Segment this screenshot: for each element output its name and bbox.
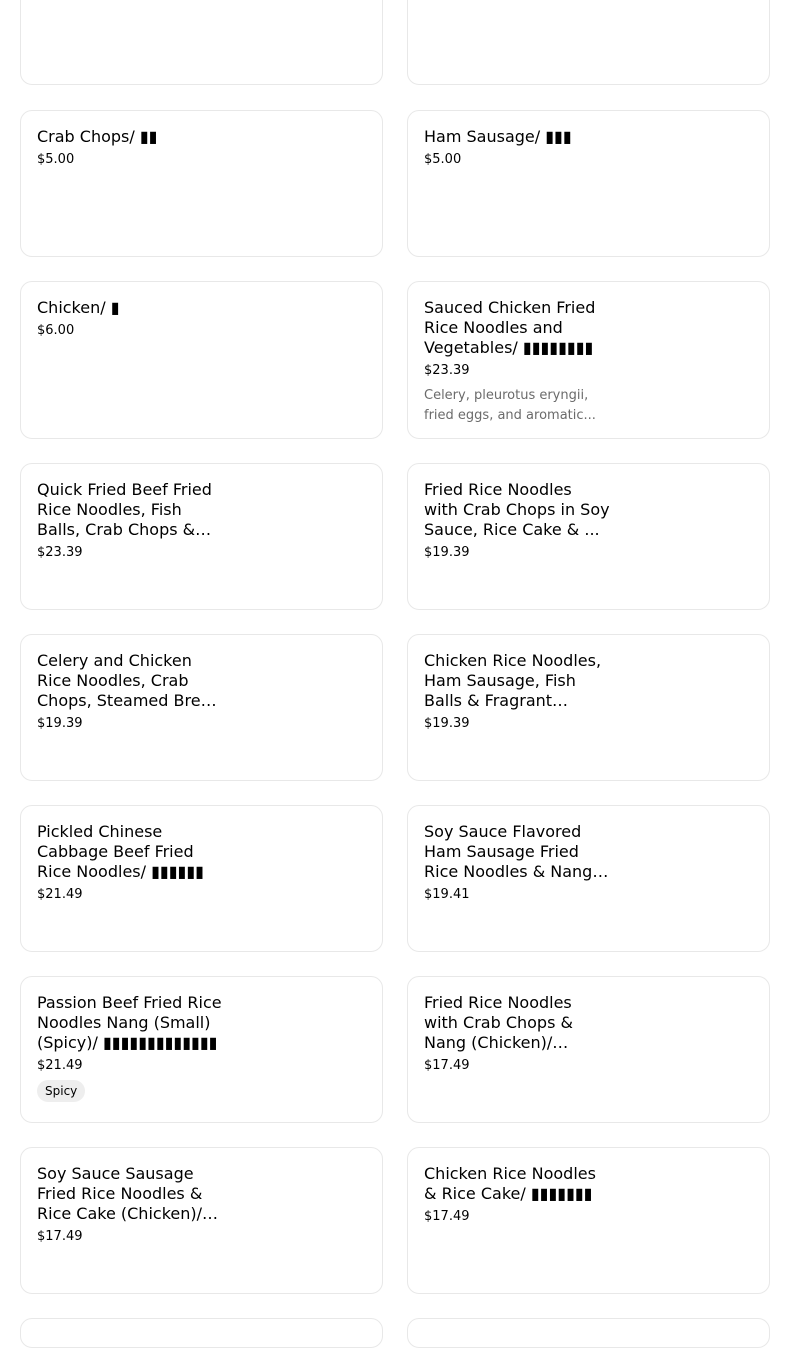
menu-item-card[interactable] — [407, 281, 770, 439]
menu-item-card[interactable] — [407, 805, 770, 952]
menu-item-card[interactable] — [20, 281, 383, 439]
item-name: Ham Sausage/ ▮▮▮ — [424, 127, 572, 146]
item-name: Sauced Chicken Fried Rice Noodles and Vegetables/ ▮▮▮▮▮▮▮▮ — [424, 298, 596, 357]
item-name: Pickled Chinese Cabbage Beef Fried Rice Noodles/ ▮▮▮▮▮▮ — [37, 822, 204, 881]
menu-item-card[interactable] — [407, 463, 770, 610]
menu-item-card[interactable] — [407, 1147, 770, 1294]
item-price: $17.49 — [37, 1229, 83, 1244]
menu-item-card[interactable] — [20, 805, 383, 952]
menu-item-card[interactable] — [20, 1147, 383, 1294]
item-price: $19.39 — [424, 716, 470, 731]
item-name: Celery and Chicken Rice Noodles, Crab Chops, Steamed Bread — [37, 651, 221, 710]
item-name: Quick Fried Beef Fried Rice Noodles, Fish Balls, Crab Chops & — [37, 480, 212, 539]
item-price: $17.49 — [424, 1058, 470, 1073]
item-name: Fried Rice Noodles with Crab Chops in Soy Sauce, Rice Cake & ... — [424, 480, 610, 539]
item-price: $19.39 — [424, 545, 470, 560]
item-price: $5.00 — [424, 152, 462, 167]
spicy-badge: Spicy — [37, 1080, 85, 1102]
menu-item-card[interactable] — [20, 463, 383, 610]
item-price: $19.41 — [424, 887, 470, 902]
item-price: $21.49 — [37, 1058, 83, 1073]
item-price: $17.49 — [424, 1209, 470, 1224]
item-name: Chicken Rice Noodles & Rice Cake/ ▮▮▮▮▮▮▮ — [424, 1164, 596, 1203]
menu-item-card[interactable] — [407, 634, 770, 781]
item-name: Passion Beef Fried Rice Noodles Nang (Small) (Spicy)/ ▮▮▮▮▮▮▮▮▮▮▮▮▮ — [37, 993, 222, 1052]
item-price: $19.39 — [37, 716, 83, 731]
item-name: Fried Rice Noodles with Crab Chops & Nang (Chicken)/ — [424, 993, 573, 1052]
menu-item-card[interactable] — [20, 1318, 383, 1348]
item-price: $5.00 — [37, 152, 75, 167]
item-price: $6.00 — [37, 323, 75, 338]
menu-item-card[interactable] — [20, 634, 383, 781]
item-name: Chicken/ ▮ — [37, 298, 120, 317]
menu-item-card[interactable] — [407, 1318, 770, 1348]
menu-item-card[interactable] — [20, 110, 383, 257]
item-description: Celery, pleurotus eryngii, fried eggs, and aromatic... — [424, 388, 596, 423]
menu-item-card[interactable] — [20, 0, 383, 85]
item-price: $23.39 — [37, 545, 83, 560]
menu-item-card[interactable] — [407, 0, 770, 85]
item-price: $23.39 — [424, 363, 470, 378]
item-price: $21.49 — [37, 887, 83, 902]
item-name: Chicken Rice Noodles, Ham Sausage, Fish Balls & Fragrant — [424, 651, 602, 710]
item-name: Soy Sauce Sausage Fried Rice Noodles & Rice Cake (Chicken)/ — [37, 1164, 203, 1223]
menu-item-card[interactable] — [407, 110, 770, 257]
item-name: Crab Chops/ ▮▮ — [37, 127, 158, 146]
menu-item-card[interactable] — [20, 976, 383, 1123]
item-name: Soy Sauce Flavored Ham Sausage Fried Rice Noodles & Nang/ — [424, 822, 598, 881]
menu-item-card[interactable] — [407, 976, 770, 1123]
